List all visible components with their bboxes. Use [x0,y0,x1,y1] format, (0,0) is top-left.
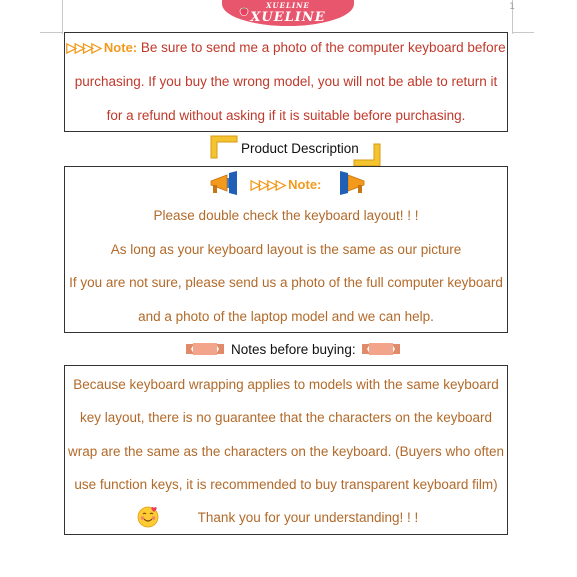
corner-bracket-icon [352,142,382,168]
brand-logo [222,0,354,26]
purchase-note-box [64,32,508,132]
page-margin-left [62,0,63,34]
page-margin-top-left [40,32,62,33]
page-number: 1 [509,2,515,12]
megaphone-icon [335,171,367,197]
notes-line-1: Because keyboard wrapping applies to models with the same keyboard [73,377,499,392]
notes-line-5: Thank you for your understanding! ! ! [197,510,419,525]
purchase-note-line-2: purchasing. If you buy the wrong model, you will not be able to return it [74,74,498,89]
notes-before-buying-heading: Notes before buying: [231,342,356,357]
notes-before-buying-box [64,365,508,535]
purchase-note-text-1: Be sure to send me a photo of the computer keyboard before [140,40,506,55]
brand-logo-text: XUELINE [250,9,326,25]
ribbon-icon [362,342,400,356]
product-description-line-3: If you are not sure, please send us a photo of the full computer keyboard [69,275,503,290]
notes-line-4: use function keys, it is recommended to buy transparent keyboard film) [74,477,498,492]
brand-logo-small-text: XUELINE [266,1,310,10]
product-description-heading: Product Description [241,141,359,156]
notes-line-3: wrap are the same as the characters on the keyboard. (Buyers who often [68,444,504,459]
product-description-line-4: and a photo of the laptop model and we can help. [138,309,434,324]
note-tag: Note: [288,177,322,192]
notes-line-2: key layout, there is no guarantee that the characters on the keyboard [79,410,492,425]
note-tag: Note: [103,40,138,55]
ribbon-icon [186,342,224,356]
purchase-note-line-3: for a refund without asking if it is suitable before purchasing. [106,108,466,123]
product-description-note-row [65,176,507,194]
product-description-box [64,166,508,333]
corner-bracket-icon [209,134,239,160]
product-description-line-1: Please double check the keyboard layout! ! ! [153,208,419,223]
page-margin-top-right [512,32,534,33]
double-arrow-icon: ▷▷▷▷ [250,177,285,192]
product-description-line-2: As long as your keyboard layout is the same as our picture [110,242,462,257]
purchase-note-line-1 [65,39,507,57]
double-arrow-icon: ▷▷▷▷ [66,40,100,55]
